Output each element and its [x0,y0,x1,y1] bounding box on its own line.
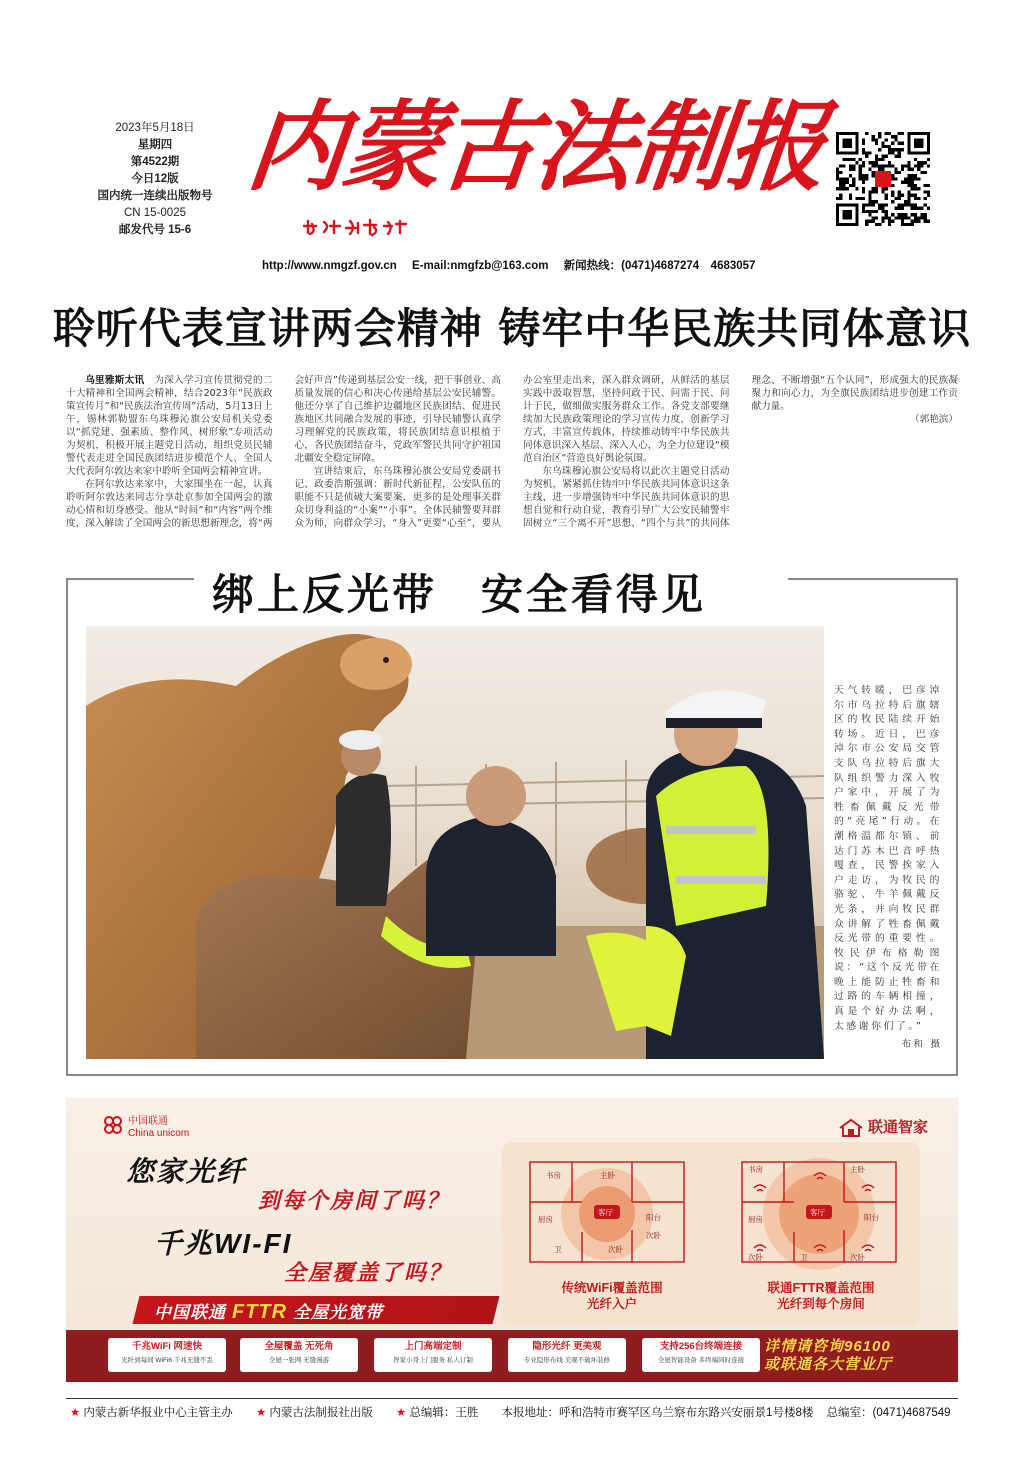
feature-chip [240,1338,358,1372]
smart-home-label: 联通智家 [867,1119,928,1136]
feature-title-part1: 绑上反光带 [212,570,438,619]
chip-title: 千兆WiFi 网速快 [131,1341,203,1352]
unicom-logo [128,1116,189,1140]
banner-post: 全屋光宽带 [293,1303,384,1322]
star-icon: ★ [396,1407,407,1419]
footer-publisher: 内蒙古法制报社出版 [269,1407,373,1419]
room-label: 次卧 [748,1253,763,1262]
room-label: 卫 [800,1253,808,1262]
unicom-brand-en: China unicom [128,1128,190,1139]
chip-title: 隐形光纤 更美观 [532,1341,602,1352]
caption-line: 光纤入户 [586,1297,637,1311]
footer-address: 本报地址：呼和浩特市赛罕区乌兰察布东路兴安丽景1号楼8楼 [501,1407,814,1419]
cn-number: CN 15-0025 [123,207,186,219]
room-label: 厨房 [538,1215,553,1224]
fttr-caption [716,1280,926,1312]
page-footer [70,1404,960,1420]
issue-date: 2023年5月18日 [115,122,195,134]
ad-banner-text [154,1298,383,1324]
feature-chip [508,1338,626,1372]
footer-sponsor: 内蒙古新华报业中心主管主办 [83,1407,233,1419]
issue-number: 第4522期 [130,156,180,168]
room-label-living: 客厅 [810,1208,825,1217]
star-icon: ★ [70,1407,81,1419]
room-label: 次卧 [646,1231,661,1240]
caption-line: 光纤到每个房间 [777,1297,865,1311]
caption-line: 联通FTTR覆盖范围 [767,1281,875,1295]
room-label: 次卧 [850,1253,865,1262]
room-label: 书房 [546,1171,561,1180]
floor-plan-traditional [512,1152,702,1272]
feature-chip [374,1338,492,1372]
hotline-line: 或联通各大营业厅 [764,1356,893,1373]
photo-credit: 布和 摄 [901,1039,942,1051]
unicom-brand: 中国联通 [128,1116,168,1127]
floor-plan-fttr [724,1152,914,1272]
banner-fttr: FTTR [232,1301,288,1323]
chip-sub: 智家小哥上门服务 私人订制 [393,1357,473,1364]
unicom-knot-icon [102,1114,124,1136]
room-label: 书房 [748,1165,763,1174]
caption-line: 传统WiFi覆盖范围 [561,1281,663,1295]
feature-title-part2: 安全看得见 [481,570,707,619]
article-dateline: 乌里雅斯太讯 [85,375,145,386]
feature-title [212,562,812,622]
room-label: 厨房 [748,1215,763,1224]
chip-sub: 全屋智能设备 多终端同时连接 [657,1357,745,1364]
ad-hotline [764,1338,892,1374]
masthead [0,0,1024,290]
feature-chip [108,1338,226,1372]
postal-code: 邮发代号 15-6 [118,224,192,236]
ad-slogan-3: 千兆WI-FI [154,1228,293,1259]
room-label: 次卧 [608,1245,623,1254]
unicom-smart-home [838,1116,928,1138]
feature-chip [642,1338,760,1372]
article-paragraph: 在阿尔敦达来家中，大家围坐在一起，认真聆听阿尔敦达来同志分享赴京参加全国两会的激动心情和切身感受。他从“时间”和“内容”两个维度，深入解读了全国两会的新思想新理念，将“两会好声音”传递到基层公安一线，把干事创业、高质量发展的信心和决心传递给基层公安民辅警。他还分享了自己维护边疆地区民族团结、促进民族地区共同融合发展的事迹，引导民辅警认真学习理解党的民族政策，将民族团结意识根植于心，各民族团结奋斗，党政军警民共同守护祖国北疆安全稳定屏障。 [66,375,501,529]
article-paragraph: 东乌珠穆沁旗公安局将以此次主题党日活动为契机，紧紧抓住铸牢中华民族共同体意识这条主线，进一步增强铸牢中华民族共同体意识的思想自觉和行动自觉，教育引导广大公安民辅警牢固树立“三个离不开”思想、“四个与共”的共同体理念、不断增强“五个认同”，形成强大的民族凝聚力和向心力，为全旗民族团结进步创建工作贡献力量。 [523,375,958,529]
footer-rule [66,1398,958,1399]
star-icon: ★ [256,1407,267,1419]
article-paragraph [66,374,273,478]
chip-title: 上门高端定制 [404,1341,462,1352]
lead-article [66,374,958,534]
ad-slogan-1: 您家光纤 [126,1156,247,1187]
issue-weekday: 星期四 [137,139,173,151]
issue-info [80,120,230,239]
news-hotline: 新闻热线：(0471)4687274 4683057 [563,260,756,272]
mongolian-script-logo [300,216,418,238]
chip-title: 全屋覆盖 无死角 [264,1341,334,1352]
room-label: 卫 [554,1245,562,1254]
email-address: E-mail:nmgfzb@163.com [412,260,549,272]
room-label: 阳台 [864,1213,879,1222]
article-paragraph: 宣讲结束后，东乌珠穆沁旗公安局党委副书记、政委浩斯强调：新时代新征程，公安队伍的职能不只是侦破大案要案，更多的是处理事关群众切身利益的“小案”“小事”。全体民辅警要拜群众为师，向群众学习，“身入”更要“心至”，要从办公室里走出来，深入群众调研，从鲜活的基层实践中汲取智慧，坚持问政于民、问需于民、问计于民，做细做实服务群众工作。各党支部要继续加大民族政策理论的学习宣传力度，创新学习方式，丰富宣传载体，持续推动铸牢中华民族共同体意识深入基层、深入人心，为全力位建设“模范自治区”营造良好舆论氛围。 [294,375,730,529]
serial-label: 国内统一连续出版物号 [97,190,213,202]
frame-rule [788,578,958,580]
hotline-line: 详情请咨询96100 [764,1338,891,1355]
room-label-living: 客厅 [598,1208,613,1217]
contact-line [262,257,767,273]
chip-sub: 专业隐形布线 美观不破坏装修 [523,1357,611,1364]
footer-office: 总编室：(0471)4687549 [826,1407,951,1419]
qr-code-icon [836,132,930,226]
page-headline: 聆听代表宣讲两会精神 铸牢中华民族共同体意识 [52,304,972,353]
unicom-advertisement [66,1098,958,1382]
room-label: 主卧 [600,1171,615,1180]
house-icon [838,1118,864,1138]
room-label: 主卧 [850,1165,865,1174]
footer-editor: 总编辑：王胜 [409,1407,479,1419]
website-url: http://www.nmgzf.gov.cn [262,260,397,272]
paragraph-text: 为深入学习宣传贯彻党的二十大精神和全国两会精神，结合2023年“民族政策宣传月”和“民族法治宣传周”活动，5月13日上午，锡林郭勒盟东乌珠穆沁旗公安局机关党委以“抓党建、强素质、整作风、树形象”专项活动为契机，积极开展主题党日活动，组织党员民辅警代表走进全国民族团结进步模范个人、全国人大代表阿尔敦达来家中聆听全国两会精神宣讲。 [66,375,273,477]
chip-sub: 全屋一张网 无缝漫游 [268,1357,330,1364]
ad-slogan-2: 到每个房间了吗？ [258,1188,451,1213]
article-byline: （郭艳滨） [910,414,958,425]
photo-caption [834,684,942,1053]
frame-rule [66,578,194,580]
newspaper-title: 内蒙古法制报 [242,90,831,205]
issue-pages: 今日12版 [131,173,179,185]
chip-title: 支持256台终端连接 [659,1341,743,1352]
newspaper-logo [242,88,831,208]
room-label: 阳台 [646,1213,661,1222]
banner-pre: 中国联通 [154,1303,226,1322]
caption-text: 天气转暖，巴彦淖尔市乌拉特后旗辖区的牧民陆续开始转场。近日，巴彦淖尔市公安局交管支队乌拉特后旗大队组织警力深入牧户家中，开展了为牲畜佩戴反光带的“亮尾”行动。在潮格温都尔镇、前达门苏木巴音呼热嘎查，民警挨家入户走访，为牧民的骆驼、牛羊佩戴反光条，并向牧民群众讲解了牲畜佩戴反光带的重要性。牧民伊布格勒图说：“这个反光带在晚上能防止牲畜和过路的车辆相撞，真是个好办法啊，太感谢你们了。” [834,685,942,1032]
news-photo [86,626,824,1059]
chip-sub: 光纤到每间 WiFi6 千兆无缝不丢 [121,1357,213,1364]
traditional-caption [512,1280,712,1312]
ad-slogan-4: 全屋覆盖了吗？ [284,1260,453,1285]
